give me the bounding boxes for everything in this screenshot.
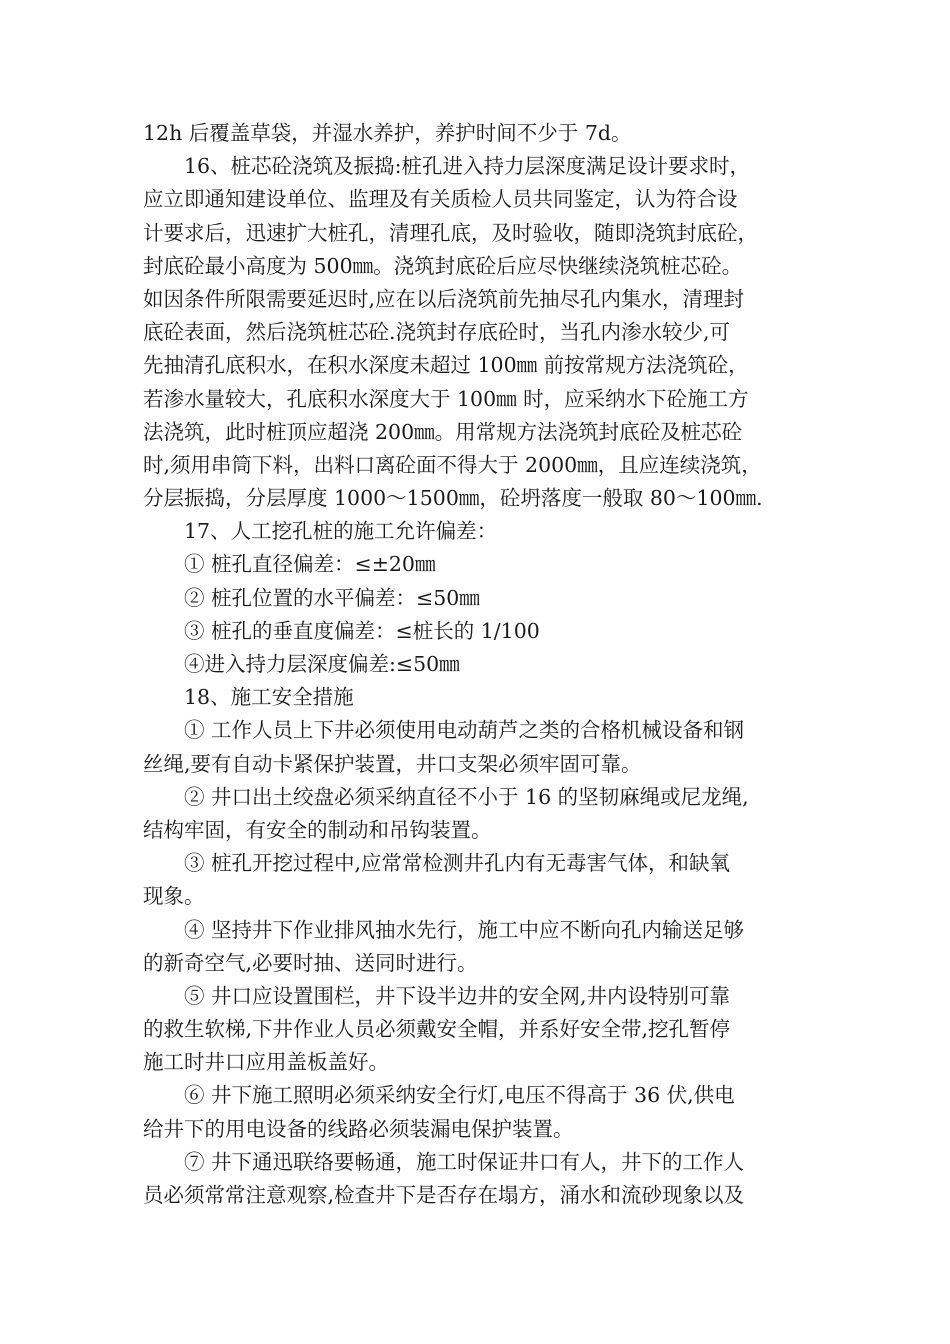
text-line: ③ 桩孔开挖过程中,应常常检测井孔内有无毒害气体，和缺氧 xyxy=(184,851,731,876)
text-line: 封底砼最小高度为 500㎜。浇筑封底砼后应尽快继续浇筑桩芯砼。 xyxy=(143,253,743,278)
text-line: 先抽清孔底积水，在积水深度未超过 100㎜ 前按常规方法浇筑砼， xyxy=(143,353,749,378)
text-line: 18、施工安全措施 xyxy=(184,685,354,710)
text-line: ① 桩孔直径偏差：≤±20㎜ xyxy=(184,552,436,577)
text-line: 16、桩芯砼浇筑及振捣:桩孔进入持力层深度满足设计要求时， xyxy=(184,154,750,179)
text-line: 丝绳,要有自动卡紧保护装置，井口支架必须牢固可靠。 xyxy=(143,751,642,776)
text-line: 给井下的用电设备的线路必须装漏电保护装置。 xyxy=(143,1116,574,1141)
text-line: ⑦ 井下通迅联络要畅通，施工时保证井口有人，井下的工作人 xyxy=(184,1149,745,1174)
text-line: 12h 后覆盖草袋，并湿水养护，养护时间不少于 7d。 xyxy=(143,121,632,145)
text-line: 员必须常常注意观察,检查井下是否存在塌方，涌水和流砂现象以及 xyxy=(143,1183,745,1207)
text-line: ② 井口出土绞盘必须采纳直径不小于 16 的坚韧麻绳或尼龙绳, xyxy=(184,784,749,809)
text-line: ② 桩孔位置的水平偏差：≤50㎜ xyxy=(184,585,480,610)
text-line: 的救生软梯,下井作业人员必须戴安全帽，并系好安全带,挖孔暂停 xyxy=(143,1017,731,1042)
text-line: 施工时井口应用盖板盖好。 xyxy=(143,1050,389,1075)
text-line: ⑥ 井下施工照明必须采纳安全行灯,电压不得高于 36 伏,供电 xyxy=(184,1083,735,1108)
text-line: ⑤ 井口应设置围栏，井下设半边井的安全网,井内设特别可靠 xyxy=(184,983,731,1008)
text-line: 现象。 xyxy=(143,884,205,909)
document-body xyxy=(143,117,823,1212)
text-line: ④进入持力层深度偏差:≤50㎜ xyxy=(184,652,460,676)
text-line: 分层振捣，分层厚度 1000～1500㎜，砼坍落度一般取 80～100㎜. xyxy=(143,486,763,511)
text-line: 的新奇空气,必要时抽、送同时进行。 xyxy=(143,950,478,975)
text-line: ① 工作人员上下井必须使用电动葫芦之类的合格机械设备和钢 xyxy=(184,718,745,743)
text-line: ③ 桩孔的垂直度偏差：≤桩长的 1/100 xyxy=(184,618,540,643)
text-line: ④ 坚持井下作业排风抽水先行，施工中应不断向孔内输送足够 xyxy=(184,917,745,942)
text-line: 计要求后，迅速扩大桩孔，清理孔底，及时验收，随即浇筑封底砼， xyxy=(143,220,758,245)
text-line: 如因条件所限需要延迟时,应在以后浇筑前先抽尽孔内集水，清理封 xyxy=(143,286,745,311)
text-line: 结构牢固，有安全的制动和吊钩装置。 xyxy=(143,817,492,842)
text-line: 应立即通知建设单位、监理及有关质检人员共同鉴定，认为符合设 xyxy=(143,187,738,212)
text-line: 底砼表面，然后浇筑桩芯砼.浇筑封存底砼时，当孔内渗水较少,可 xyxy=(143,320,731,345)
text-line: 时,须用串筒下料，出料口离砼面不得大于 2000㎜，且应连续浇筑， xyxy=(143,452,762,477)
text-line: 法浇筑，此时桩顶应超浇 200㎜。用常规方法浇筑封底砼及桩芯砼 xyxy=(143,419,743,444)
text-line: 若渗水量较大，孔底积水深度大于 100㎜ 时，应采纳水下砼施工方 xyxy=(143,386,749,411)
text-line: 17、人工挖孔桩的施工允许偏差： xyxy=(184,519,498,544)
